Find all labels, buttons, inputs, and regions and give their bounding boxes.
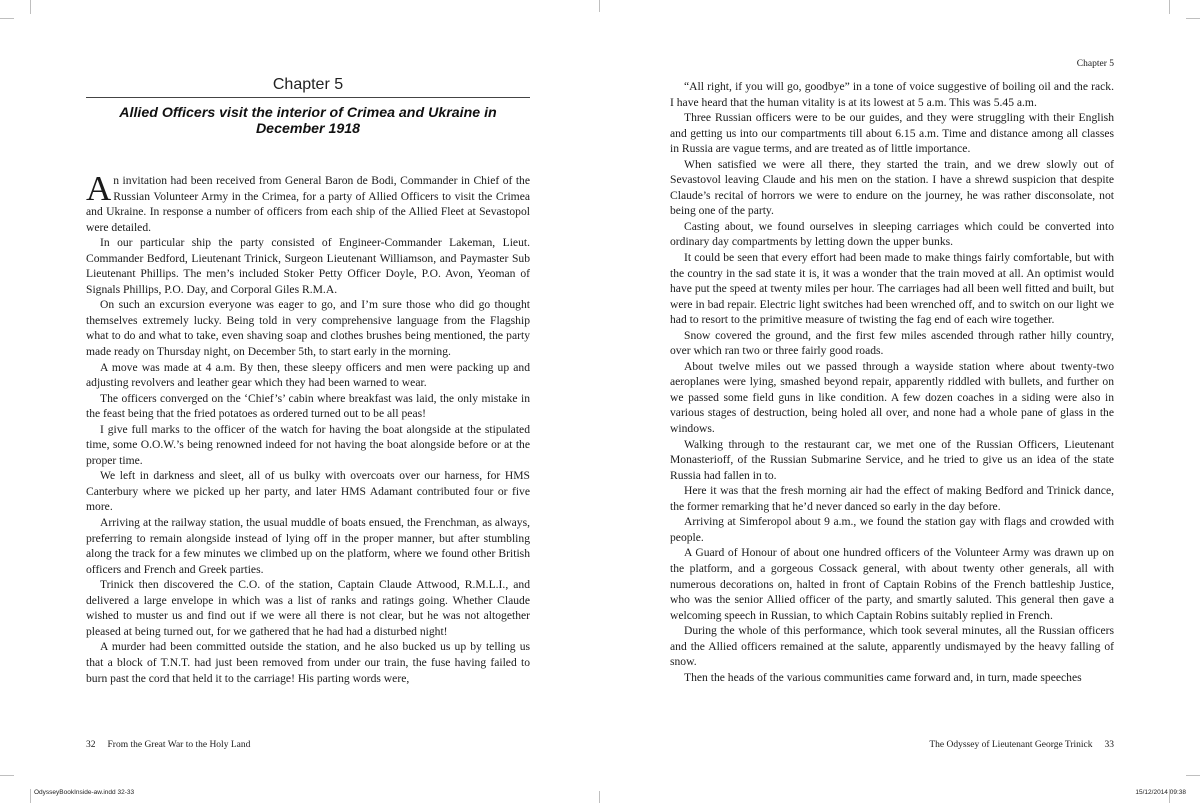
book-title: The Odyssey of Lieutenant George Trinick [929,740,1093,750]
crop-mark [1186,18,1200,19]
date-slug: 15/12/2014 09:38 [1135,789,1186,796]
paragraph: A Guard of Honour of about one hundred officers of the Volunteer Army was drawn up on the platform, and a gorgeous Cossack general, with about twenty other generals, all with numerous decorations on, halted in front of Captain Robins of the French battleship Justice, who was the senior Allied officer of the party, and smartly saluted. This general then gave a welcoming speech in Russian, to which Captain Robins suitably replied in French. [670,546,1114,622]
right-folio [929,740,1114,750]
crop-mark [599,0,600,12]
crop-mark [30,0,31,14]
paragraph: Snow covered the ground, and the first few miles ascended through rather hilly country, over which ran two or three fairly good roads. [670,328,1114,358]
paragraph: When satisfied we were all there, they started the train, and we drew slowly out of Sevastovol leaving Claude and his men on the station. I have a shrewd suspicion that despite Claude’s recital of horrors we were to endure on the journey, he was rather disconsolate, not being one of the party. [670,157,1114,218]
file-slug: OdysseyBookInside-aw.indd 32-33 [34,789,135,796]
paragraph: During the whole of this performance, which took several minutes, all the Russian officers and the Allied officers remained at the salute, apparently undismayed by the heavy falling of snow. [670,624,1114,669]
paragraph: Trinick then discovered the C.O. of the station, Captain Claude Attwood, R.M.L.I., and delivered a large envelope in which was a list of ranks and ratings going. Whether Claude wished to muster us and find out if we were all there is not clear, but he was not altogether pleased at being turned out, for we gathered that he had had a disturbed night! [86,578,530,638]
paragraph: Here it was that the fresh morning air had the effect of making Bedford and Trinick dance, the former remarking that he’d never danced so early in the day before. [670,484,1114,513]
crop-mark [0,18,14,19]
paragraph: The officers converged on the ‘Chief’s’ cabin where breakfast was laid, the only mistake in the feast being that the fried potatoes as ordered turned out to be all peas! [86,391,530,421]
paragraph: Walking through to the restaurant car, we met one of the Russian Officers, Lieutenant Monasterioff, of the Russian Submarine Service, and he tried to give us an idea of the state Russia had fallen in to. [670,437,1114,482]
crop-mark [1169,0,1170,14]
opening-paragraph-text: n invitation had been received from General Baron de Bodi, Commander in Chief of the Russian Volunteer Army in the Crimea, for a party of Allied Officers to visit the Crimea and Ukraine. In response a number of officers from each ship of the Allied Fleet at Sevastopol were detailed. [86,174,530,234]
paragraph: Arriving at the railway station, the usual muddle of boats ensued, the Frenchman, as always, preferring to remain alongside instead of lying off in the proper manner, but after stumbling along the track for a few minutes we climbed up on the platform, where we found other British officers and French and Greek parties. [86,516,530,576]
paragraph: Casting about, we found ourselves in sleeping carriages which could be converted into ordinary day compartments by letting down the upper bunks. [670,219,1114,249]
paragraph: We left in darkness and sleet, all of us bulky with overcoats over our harness, for HMS Canterbury where we picked up her party, and later HMS Adamant contributed four or five more. [86,469,530,514]
paragraph: Three Russian officers were to be our guides, and they were struggling with their English and getting us into our compartments till about 6.15 a.m. Time and distance among all classes in Russia are vague terms, and are treated as of little importance. [670,111,1114,156]
paragraph: A move was made at 4 a.m. By then, these sleepy officers and men were packing up and adjusting revolvers and leather gear which they had been warned to wear. [86,360,530,390]
paragraph: In our particular ship the party consisted of Engineer-Commander Lakeman, Lieut. Commander Bedford, Lieutenant Trinick, Surgeon Lieutenant Williamson, and Paymaster Sub Lieutenant Phillips. The men’s included Stoker Petty Officer Doyle, P.O. Avon, Yeoman of Signals Phillips, P.O. Day, and Corporal Giles R.M.A. [86,236,530,296]
paragraph: I give full marks to the officer of the watch for having the boat alongside at the stipulated time, some O.O.W.’s being renowned indeed for not having the boat alongside before or at the proper time. [86,422,530,467]
paragraph: About twelve miles out we passed through a wayside station where about twenty-two aeroplanes were lying, smashed beyond repair, apparently riddled with bullets, and further on we passed some field guns in like condition. A few dozen coaches in a siding were also in various stages of destruction, being holed all over, and none had a whole pane of glass in the windows. [670,359,1114,436]
paragraph: A murder had been committed outside the station, and he also bucked us up by telling us that a block of T.N.T. had just been removed from under our train, the fuse having failed to burn past the cord that held it to the carriage! His parting words were, [86,640,530,685]
drop-cap: A [86,169,112,208]
left-folio [86,740,250,750]
paragraph: Then the heads of the various communities came forward and, in turn, made speeches [684,670,1082,684]
paragraph: It could be seen that every effort had been made to make things fairly comfortable, but with the country in the sad state it is, it was a wonder that the train moved at all. An optimist would have put the speed at twenty miles per hour. The carriages had all been well fitted and built, but were in bad repair. Electric light switches had been wrenched off, and to switch on our light we had to resort to the primitive measure of twisting the fag end of each wire together. [670,251,1114,327]
chapter-label: Chapter 5 [272,76,344,93]
crop-mark [1186,775,1200,776]
paragraph: “All right, if you will go, goodbye” in a tone of voice suggestive of boiling oil and the rack. I have heard that the human vitality is at its lowest at 5 a.m. This was 5.45 a.m. [670,80,1114,109]
paragraph: Arriving at Simferopol about 9 a.m., we found the station gay with flags and crowded with people. [670,515,1114,544]
crop-mark [0,775,14,776]
crop-mark [599,791,600,803]
paragraph: On such an excursion everyone was eager to go, and I’m sure those who did go thought themselves extremely lucky. Being told in very comprehensive language from the Flagship what to do and what to take, even shaving soap and clothes brushes being mentioned, the party made ready on Thursday night, on December 5th, to start early in the morning. [86,298,530,359]
book-title: From the Great War to the Holy Land [107,740,251,750]
left-body-text [86,169,530,686]
right-body-text [670,79,1114,685]
chapter-title: Allied Officers visit the interior of Crimea and Ukraine in December 1918 [119,105,497,137]
running-head: Chapter 5 [1076,59,1114,69]
page-number: 32 [86,740,96,750]
page-number: 33 [1104,740,1114,750]
opening-paragraph [86,169,530,235]
crop-mark [30,789,31,803]
chapter-rule [86,97,530,98]
